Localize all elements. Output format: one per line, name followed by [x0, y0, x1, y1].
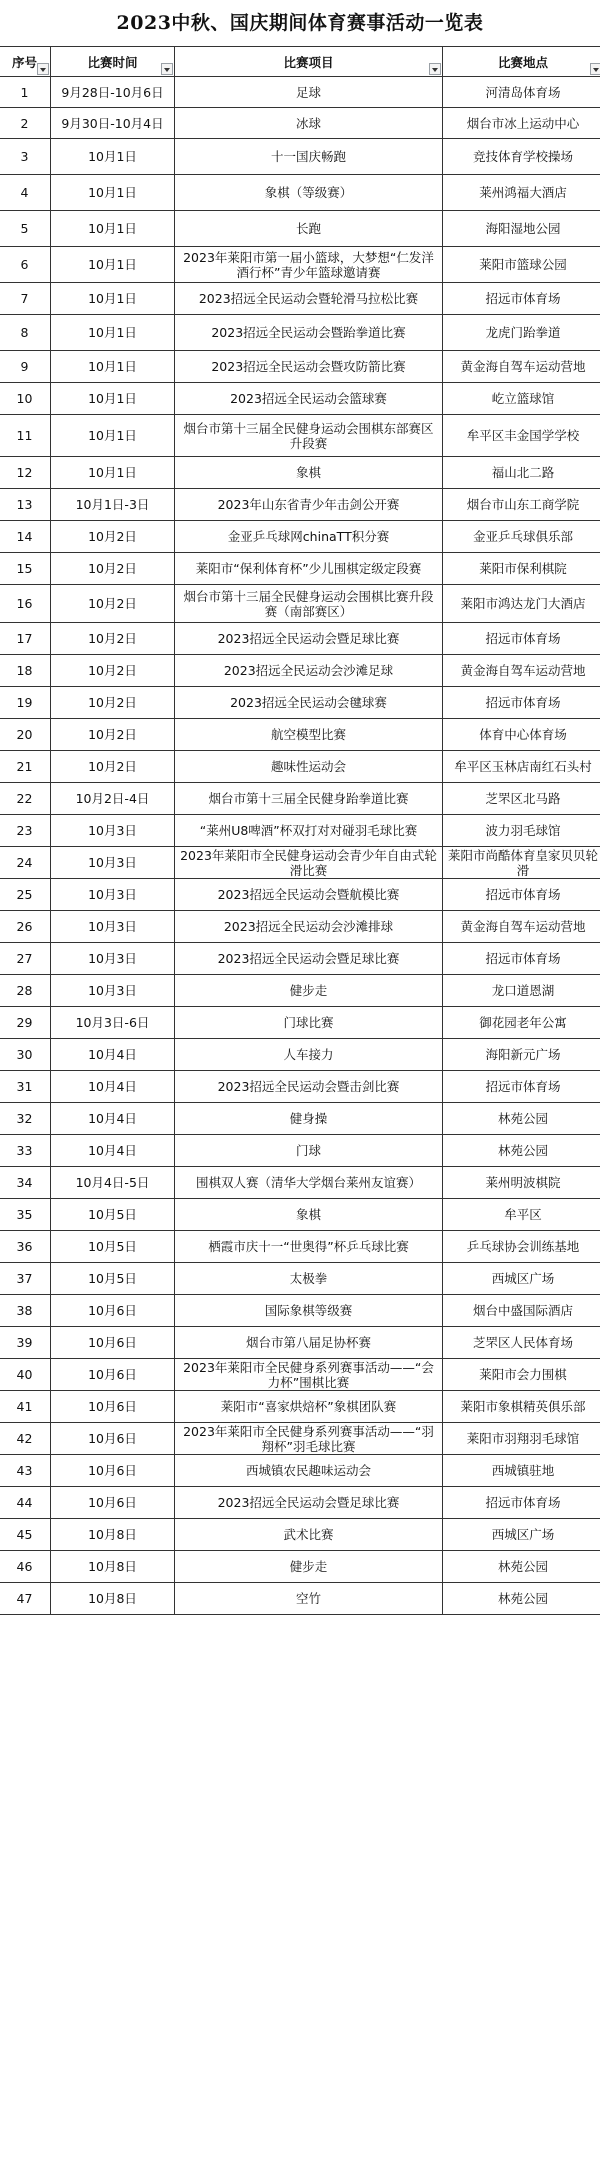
cell-number: 1: [0, 77, 51, 108]
cell-number: 3: [0, 139, 51, 175]
table-row: [0, 1583, 600, 1615]
cell-event: 武术比赛: [175, 1519, 443, 1551]
cell-number: 38: [0, 1295, 51, 1327]
cell-event: 2023招远全民运动会毽球赛: [175, 687, 443, 719]
cell-venue: 芝罘区北马路: [443, 783, 600, 815]
cell-event: 2023招远全民运动会暨击剑比赛: [175, 1071, 443, 1103]
cell-venue: 海阳湿地公园: [443, 211, 600, 247]
cell-venue: 招远市体育场: [443, 1071, 600, 1103]
table-row: [0, 1071, 600, 1103]
cell-number: 45: [0, 1519, 51, 1551]
cell-number: 40: [0, 1359, 51, 1391]
cell-venue: 西城区广场: [443, 1263, 600, 1295]
cell-date: 10月2日: [51, 655, 175, 687]
cell-number: 4: [0, 175, 51, 211]
cell-event: 2023招远全民运动会暨足球比赛: [175, 1487, 443, 1519]
cell-venue: 林苑公园: [443, 1583, 600, 1615]
table-row: [0, 879, 600, 911]
cell-venue: 屹立篮球馆: [443, 383, 600, 415]
cell-date: 10月1日: [51, 383, 175, 415]
cell-number: 11: [0, 415, 51, 457]
events-table: [0, 46, 600, 1615]
cell-number: 17: [0, 623, 51, 655]
cell-number: 9: [0, 351, 51, 383]
header-row: [0, 47, 600, 77]
table-row: [0, 1455, 600, 1487]
cell-number: 14: [0, 521, 51, 553]
cell-venue: 莱州鸿福大酒店: [443, 175, 600, 211]
cell-number: 34: [0, 1167, 51, 1199]
header-venue: [443, 47, 600, 77]
cell-date: 10月2日-4日: [51, 783, 175, 815]
cell-venue: 黄金海自驾车运动营地: [443, 911, 600, 943]
cell-venue: 龙口道恩湖: [443, 975, 600, 1007]
cell-venue: 牟平区丰金国学学校: [443, 415, 600, 457]
cell-venue: 林苑公园: [443, 1135, 600, 1167]
cell-date: 10月3日: [51, 943, 175, 975]
cell-date: 10月6日: [51, 1455, 175, 1487]
cell-venue: 牟平区: [443, 1199, 600, 1231]
header-date-label: 比赛时间: [87, 54, 138, 70]
cell-event: 2023年莱阳市全民健身运动会青少年自由式轮滑比赛: [175, 847, 443, 879]
cell-venue: 龙虎门跆拳道: [443, 315, 600, 351]
cell-event: 2023招远全民运动会暨足球比赛: [175, 623, 443, 655]
table-row: [0, 1199, 600, 1231]
header-date: [51, 47, 175, 77]
cell-date: 9月28日-10月6日: [51, 77, 175, 108]
cell-number: 43: [0, 1455, 51, 1487]
table-row: [0, 975, 600, 1007]
cell-date: 10月1日: [51, 283, 175, 315]
cell-venue: 波力羽毛球馆: [443, 815, 600, 847]
cell-date: 10月6日: [51, 1487, 175, 1519]
cell-event: 象棋: [175, 1199, 443, 1231]
cell-date: 10月3日: [51, 847, 175, 879]
cell-date: 10月5日: [51, 1199, 175, 1231]
filter-dropdown-icon[interactable]: [37, 63, 49, 75]
cell-number: 21: [0, 751, 51, 783]
cell-event: 莱阳市“保利体育杯”少儿围棋定级定段赛: [175, 553, 443, 585]
cell-event: 长跑: [175, 211, 443, 247]
cell-date: 10月2日: [51, 553, 175, 585]
cell-number: 8: [0, 315, 51, 351]
cell-venue: 林苑公园: [443, 1551, 600, 1583]
cell-venue: 牟平区玉林店南红石头村: [443, 751, 600, 783]
cell-event: 2023年莱阳市全民健身系列赛事活动——“会力杯”围棋比赛: [175, 1359, 443, 1391]
table-row: [0, 1423, 600, 1455]
cell-event: “莱州U8啤酒”杯双打对对碰羽毛球比赛: [175, 815, 443, 847]
cell-event: 冰球: [175, 108, 443, 139]
cell-event: 国际象棋等级赛: [175, 1295, 443, 1327]
cell-number: 10: [0, 383, 51, 415]
cell-number: 26: [0, 911, 51, 943]
cell-event: 足球: [175, 77, 443, 108]
cell-event: 围棋双人赛（清华大学烟台莱州友谊赛）: [175, 1167, 443, 1199]
cell-event: 2023招远全民运动会篮球赛: [175, 383, 443, 415]
cell-event: 2023年莱阳市全民健身系列赛事活动——“羽翔杯”羽毛球比赛: [175, 1423, 443, 1455]
table-row: [0, 1359, 600, 1391]
cell-venue: 招远市体育场: [443, 687, 600, 719]
cell-event: 2023招远全民运动会暨足球比赛: [175, 943, 443, 975]
cell-date: 10月1日: [51, 457, 175, 489]
cell-event: 门球比赛: [175, 1007, 443, 1039]
cell-number: 33: [0, 1135, 51, 1167]
cell-number: 31: [0, 1071, 51, 1103]
cell-venue: 招远市体育场: [443, 623, 600, 655]
cell-date: 10月6日: [51, 1423, 175, 1455]
table-body: [0, 77, 600, 1615]
cell-event: 门球: [175, 1135, 443, 1167]
cell-date: 9月30日-10月4日: [51, 108, 175, 139]
cell-event: 2023年山东省青少年击剑公开赛: [175, 489, 443, 521]
table-row: [0, 175, 600, 211]
cell-number: 13: [0, 489, 51, 521]
table-row: [0, 1519, 600, 1551]
table-row: [0, 1039, 600, 1071]
cell-number: 30: [0, 1039, 51, 1071]
cell-date: 10月1日: [51, 247, 175, 283]
cell-number: 24: [0, 847, 51, 879]
cell-venue: 莱阳市象棋精英俱乐部: [443, 1391, 600, 1423]
cell-date: 10月3日: [51, 815, 175, 847]
cell-date: 10月5日: [51, 1231, 175, 1263]
table-row: [0, 585, 600, 623]
cell-date: 10月6日: [51, 1295, 175, 1327]
header-event-label: 比赛项目: [283, 54, 334, 70]
table-row: [0, 1135, 600, 1167]
cell-number: 7: [0, 283, 51, 315]
cell-event: 莱阳市“喜家烘焙杯”象棋团队赛: [175, 1391, 443, 1423]
cell-date: 10月4日: [51, 1071, 175, 1103]
cell-number: 29: [0, 1007, 51, 1039]
table-row: [0, 383, 600, 415]
cell-event: 烟台市第十三届全民健身运动会围棋东部赛区升段赛: [175, 415, 443, 457]
cell-date: 10月6日: [51, 1327, 175, 1359]
cell-date: 10月4日: [51, 1135, 175, 1167]
cell-venue: 招远市体育场: [443, 1487, 600, 1519]
header-venue-label: 比赛地点: [497, 54, 548, 70]
cell-event: 太极拳: [175, 1263, 443, 1295]
cell-number: 25: [0, 879, 51, 911]
cell-number: 15: [0, 553, 51, 585]
cell-date: 10月4日: [51, 1039, 175, 1071]
cell-date: 10月3日: [51, 879, 175, 911]
cell-venue: 莱阳市鸿达龙门大酒店: [443, 585, 600, 623]
cell-venue: 西城镇驻地: [443, 1455, 600, 1487]
header-number-label: 序号: [11, 54, 37, 70]
cell-event: 烟台市第八届足协杯赛: [175, 1327, 443, 1359]
cell-date: 10月2日: [51, 751, 175, 783]
table-row: [0, 1007, 600, 1039]
cell-event: 象棋: [175, 457, 443, 489]
table-row: [0, 1167, 600, 1199]
cell-venue: 福山北二路: [443, 457, 600, 489]
cell-event: 2023招远全民运动会暨航模比赛: [175, 879, 443, 911]
table-row: [0, 247, 600, 283]
cell-number: 39: [0, 1327, 51, 1359]
table-row: [0, 489, 600, 521]
cell-venue: 莱阳市篮球公园: [443, 247, 600, 283]
table-row: [0, 1391, 600, 1423]
cell-date: 10月6日: [51, 1359, 175, 1391]
cell-number: 22: [0, 783, 51, 815]
cell-venue: 竞技体育学校操场: [443, 139, 600, 175]
cell-number: 44: [0, 1487, 51, 1519]
cell-event: 2023招远全民运动会暨跆拳道比赛: [175, 315, 443, 351]
table-row: [0, 1551, 600, 1583]
cell-number: 36: [0, 1231, 51, 1263]
cell-event: 象棋（等级赛）: [175, 175, 443, 211]
cell-event: 人车接力: [175, 1039, 443, 1071]
cell-date: 10月1日: [51, 175, 175, 211]
cell-date: 10月1日: [51, 211, 175, 247]
cell-event: 健步走: [175, 975, 443, 1007]
cell-number: 46: [0, 1551, 51, 1583]
cell-venue: 黄金海自驾车运动营地: [443, 351, 600, 383]
cell-number: 47: [0, 1583, 51, 1615]
table-row: [0, 415, 600, 457]
cell-venue: 金亚乒乓球俱乐部: [443, 521, 600, 553]
cell-event: 金亚乒乓球网chinaTT积分赛: [175, 521, 443, 553]
filter-dropdown-icon[interactable]: [590, 63, 600, 75]
cell-event: 趣味性运动会: [175, 751, 443, 783]
cell-date: 10月8日: [51, 1519, 175, 1551]
cell-venue: 莱阳市尚酷体育皇家贝贝轮滑: [443, 847, 600, 879]
cell-number: 35: [0, 1199, 51, 1231]
cell-number: 6: [0, 247, 51, 283]
table-row: [0, 751, 600, 783]
cell-number: 12: [0, 457, 51, 489]
cell-date: 10月2日: [51, 687, 175, 719]
table-row: [0, 1487, 600, 1519]
table-row: [0, 1263, 600, 1295]
cell-number: 23: [0, 815, 51, 847]
cell-date: 10月3日: [51, 975, 175, 1007]
cell-number: 20: [0, 719, 51, 751]
cell-venue: 莱阳市羽翔羽毛球馆: [443, 1423, 600, 1455]
cell-date: 10月2日: [51, 521, 175, 553]
table-row: [0, 687, 600, 719]
cell-venue: 烟台市山东工商学院: [443, 489, 600, 521]
table-row: [0, 457, 600, 489]
table-row: [0, 719, 600, 751]
cell-number: 2: [0, 108, 51, 139]
table-row: [0, 553, 600, 585]
table-row: [0, 283, 600, 315]
filter-dropdown-icon[interactable]: [429, 63, 441, 75]
cell-event: 航空模型比赛: [175, 719, 443, 751]
cell-event: 2023招远全民运动会沙滩排球: [175, 911, 443, 943]
table-row: [0, 521, 600, 553]
table-row: [0, 1103, 600, 1135]
cell-venue: 西城区广场: [443, 1519, 600, 1551]
cell-event: 栖霞市庆十一“世奥得”杯乒乓球比赛: [175, 1231, 443, 1263]
table-row: [0, 108, 600, 139]
cell-date: 10月2日: [51, 585, 175, 623]
cell-number: 18: [0, 655, 51, 687]
table-row: [0, 847, 600, 879]
cell-date: 10月1日-3日: [51, 489, 175, 521]
cell-venue: 莱州明波棋院: [443, 1167, 600, 1199]
cell-venue: 招远市体育场: [443, 283, 600, 315]
table-row: [0, 815, 600, 847]
table-row: [0, 315, 600, 351]
cell-date: 10月1日: [51, 415, 175, 457]
cell-venue: 招远市体育场: [443, 879, 600, 911]
cell-number: 16: [0, 585, 51, 623]
cell-date: 10月4日-5日: [51, 1167, 175, 1199]
table-row: [0, 77, 600, 108]
cell-venue: 莱阳市保利棋院: [443, 553, 600, 585]
page-title: 2023中秋、国庆期间体育赛事活动一览表: [116, 12, 484, 34]
header-event: [175, 47, 443, 77]
cell-number: 37: [0, 1263, 51, 1295]
cell-event: 十一国庆畅跑: [175, 139, 443, 175]
cell-date: 10月1日: [51, 351, 175, 383]
table-row: [0, 783, 600, 815]
cell-venue: 招远市体育场: [443, 943, 600, 975]
cell-date: 10月5日: [51, 1263, 175, 1295]
cell-venue: 体育中心体育场: [443, 719, 600, 751]
cell-event: 空竹: [175, 1583, 443, 1615]
table-row: [0, 211, 600, 247]
cell-event: 2023招远全民运动会沙滩足球: [175, 655, 443, 687]
cell-event: 2023招远全民运动会暨轮滑马拉松比赛: [175, 283, 443, 315]
cell-venue: 河清岛体育场: [443, 77, 600, 108]
cell-venue: 御花园老年公寓: [443, 1007, 600, 1039]
cell-date: 10月8日: [51, 1551, 175, 1583]
cell-number: 19: [0, 687, 51, 719]
table-row: [0, 943, 600, 975]
cell-number: 41: [0, 1391, 51, 1423]
cell-venue: 烟台中盛国际酒店: [443, 1295, 600, 1327]
table-row: [0, 1295, 600, 1327]
header-number: [0, 47, 51, 77]
cell-venue: 烟台市冰上运动中心: [443, 108, 600, 139]
cell-event: 2023招远全民运动会暨攻防箭比赛: [175, 351, 443, 383]
cell-date: 10月4日: [51, 1103, 175, 1135]
cell-venue: 林苑公园: [443, 1103, 600, 1135]
table-row: [0, 1231, 600, 1263]
table-row: [0, 911, 600, 943]
cell-date: 10月3日-6日: [51, 1007, 175, 1039]
cell-date: 10月1日: [51, 139, 175, 175]
cell-event: 烟台市第十三届全民健身运动会围棋比赛升段赛（南部赛区）: [175, 585, 443, 623]
cell-event: 西城镇农民趣味运动会: [175, 1455, 443, 1487]
cell-venue: 莱阳市会力围棋: [443, 1359, 600, 1391]
cell-event: 烟台市第十三届全民健身跆拳道比赛: [175, 783, 443, 815]
cell-date: 10月2日: [51, 719, 175, 751]
cell-number: 32: [0, 1103, 51, 1135]
table-row: [0, 623, 600, 655]
cell-date: 10月1日: [51, 315, 175, 351]
table-row: [0, 351, 600, 383]
cell-number: 27: [0, 943, 51, 975]
cell-number: 42: [0, 1423, 51, 1455]
table-row: [0, 139, 600, 175]
cell-event: 健步走: [175, 1551, 443, 1583]
cell-date: 10月8日: [51, 1583, 175, 1615]
cell-number: 5: [0, 211, 51, 247]
cell-venue: 黄金海自驾车运动营地: [443, 655, 600, 687]
cell-event: 2023年莱阳市第一届小篮球，大梦想“仁发洋酒行杯”青少年篮球邀请赛: [175, 247, 443, 283]
cell-date: 10月6日: [51, 1391, 175, 1423]
cell-venue: 乒乓球协会训练基地: [443, 1231, 600, 1263]
cell-event: 健身操: [175, 1103, 443, 1135]
cell-date: 10月3日: [51, 911, 175, 943]
table-row: [0, 1327, 600, 1359]
cell-date: 10月2日: [51, 623, 175, 655]
cell-venue: 海阳新元广场: [443, 1039, 600, 1071]
cell-number: 28: [0, 975, 51, 1007]
table-row: [0, 655, 600, 687]
cell-venue: 芝罘区人民体育场: [443, 1327, 600, 1359]
filter-dropdown-icon[interactable]: [161, 63, 173, 75]
